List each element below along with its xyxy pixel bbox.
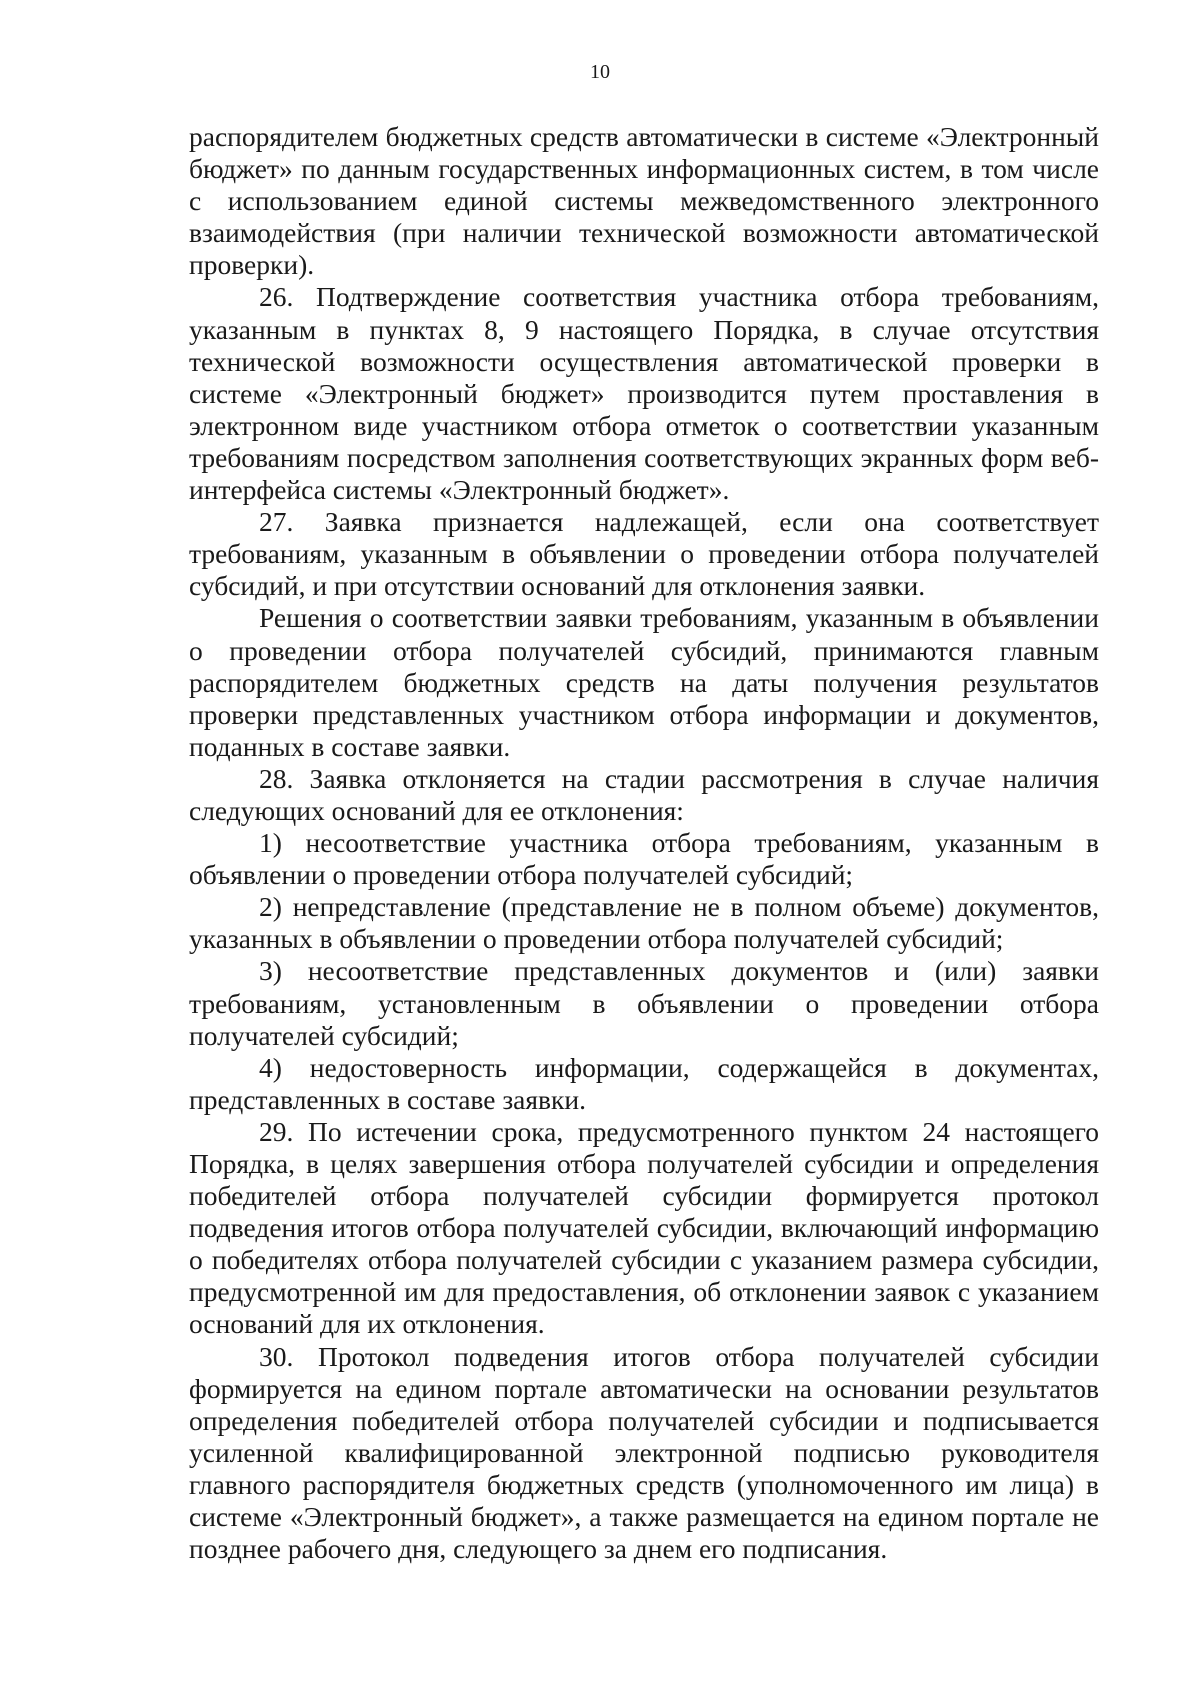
list-item-28-1: 1) несоответствие участника отбора требованиям, указанным в объявлении о проведении отбора получателей субсидий; — [189, 827, 1099, 891]
paragraph-27-decisions: Решения о соответствии заявки требованиям, указанным в объявлении о проведении отбора получателей субсидий, принимаются главным распорядителем бюджетных средств на даты получения результатов проверки представленных участником отбора информации и документов, поданных в составе заявки. — [189, 602, 1099, 762]
paragraph-29: 29. По истечении срока, предусмотренного пунктом 24 настоящего Порядка, в целях завершения отбора получателей субсидии и определения победителей отбора получателей субсидии формируется протокол подведения итогов отбора получателей субсидии, включающий информацию о победителях отбора получателей субсидии с указанием размера субсидии, предусмотренной им для предоставления, об отклонении заявок с указанием оснований для их отклонения. — [189, 1115, 1099, 1340]
list-item-28-3: 3) несоответствие представленных документов и (или) заявки требованиям, установленным в объявлении о проведении отбора получателей субсидий; — [189, 955, 1099, 1051]
paragraph-continuation: распорядителем бюджетных средств автоматически в системе «Электронный бюджет» по данным государственных информационных систем, в том числе с использованием единой системы межведомственного электронного взаимодействия (при наличии технической возможности автоматической проверки). — [189, 121, 1099, 281]
paragraph-28: 28. Заявка отклоняется на стадии рассмотрения в случае наличия следующих оснований для ее отклонения: — [189, 762, 1099, 826]
page-number: 10 — [590, 61, 610, 83]
paragraph-30: 30. Протокол подведения итогов отбора получателей субсидии формируется на едином портале автоматически на основании результатов определения победителей отбора получателей субсидии и подписывается усиленной квалифицированной электронной подписью руководителя главного распорядителя бюджетных средств (уполномоченного им лица) в системе «Электронный бюджет», а также размещается на едином портале не позднее рабочего дня, следующего за днем его подписания. — [189, 1340, 1099, 1565]
list-item-28-2: 2) непредставление (представление не в полном объеме) документов, указанных в объявлении о проведении отбора получателей субсидий; — [189, 891, 1099, 955]
document-body — [189, 121, 1099, 1565]
paragraph-27: 27. Заявка признается надлежащей, если она соответствует требованиям, указанным в объявлении о проведении отбора получателей субсидий, и при отсутствии оснований для отклонения заявки. — [189, 506, 1099, 602]
list-item-28-4: 4) недостоверность информации, содержащейся в документах, представленных в составе заявки. — [189, 1051, 1099, 1115]
paragraph-26: 26. Подтверждение соответствия участника отбора требованиям, указанным в пунктах 8, 9 настоящего Порядка, в случае отсутствия технической возможности осуществления автоматической проверки в системе «Электронный бюджет» производится путем проставления в электронном виде участником отбора отметок о соответствии указанным требованиям посредством заполнения соответствующих экранных форм веб-интерфейса системы «Электронный бюджет». — [189, 281, 1099, 506]
